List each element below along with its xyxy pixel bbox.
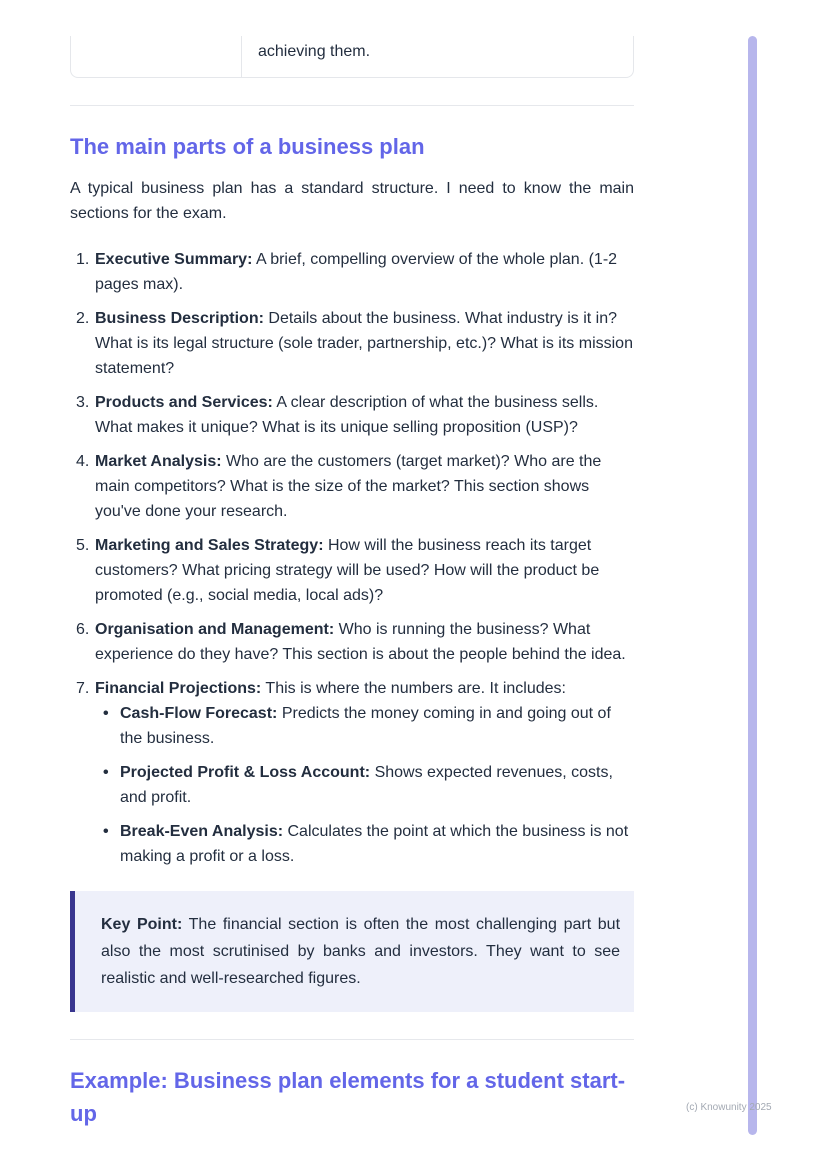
item-number: 1. [76, 251, 90, 268]
callout-text: The financial section is often the most challenging part but also the most scrutinised by banks and investors. They want to see realistic and well-researched figures. [101, 916, 621, 987]
item-text: A brief, compelling overview of the whole plan. (1-2 pages max). [95, 251, 618, 293]
sub-item-cash-flow [95, 701, 634, 751]
item-number: 4. [76, 453, 90, 470]
list-item-organisation-management [70, 617, 634, 667]
item-text: How will the business reach its target customers? What pricing strategy will be used? How will the product be promoted (e.g., social media, local ads)? [95, 537, 600, 604]
key-point-callout [70, 891, 634, 1012]
list-item-products-services [70, 390, 634, 440]
item-text: Details about the business. What industry is it in? What is its legal structure (sole trader, partnership, etc.)? What is its mission statement? [95, 310, 633, 377]
list-item-marketing-sales [70, 533, 634, 608]
sub-item-label: Projected Profit & Loss Account: [120, 764, 371, 781]
sub-item-label: Cash-Flow Forecast: [120, 705, 278, 722]
item-label: Executive Summary: [95, 251, 253, 268]
item-number: 6. [76, 621, 90, 638]
item-number: 2. [76, 310, 90, 327]
table-fragment [70, 36, 634, 78]
page-edge-stripe [748, 36, 757, 1135]
callout-label: Key Point: [101, 916, 183, 933]
table-cell-text: achieving them. [258, 43, 371, 60]
sub-item-text: Calculates the point at which the business is not making a profit or a loss. [120, 823, 629, 865]
list-item-business-description [70, 306, 634, 381]
item-number: 7. [76, 680, 90, 697]
item-number: 3. [76, 394, 90, 411]
sub-item-break-even [95, 819, 634, 869]
item-label: Business Description: [95, 310, 264, 327]
intro-paragraph: A typical business plan has a standard structure. I need to know the main sections for the exam. [70, 180, 634, 222]
item-text: A clear description of what the business sells. What makes it unique? What is its unique selling proposition (USP)? [95, 394, 599, 436]
list-item-executive-summary [70, 247, 634, 297]
sub-item-label: Break-Even Analysis: [120, 823, 284, 840]
copyright-footer: (c) Knowunity 2025 [686, 1102, 772, 1113]
financial-sublist [95, 701, 634, 869]
section-divider [70, 1039, 634, 1040]
item-text: Who is running the business? What experience do they have? This section is about the people behind the idea. [95, 621, 626, 663]
item-label: Market Analysis: [95, 453, 222, 470]
item-label: Organisation and Management: [95, 621, 335, 638]
list-item-financial-projections [70, 676, 634, 869]
sub-item-text: Shows expected revenues, costs, and profit. [120, 764, 613, 806]
item-text: This is where the numbers are. It includes: [265, 680, 566, 697]
list-item-market-analysis [70, 449, 634, 524]
item-label: Marketing and Sales Strategy: [95, 537, 324, 554]
sub-item-profit-loss [95, 760, 634, 810]
item-label: Products and Services: [95, 394, 273, 411]
document-content [70, 0, 634, 1130]
item-text: Who are the customers (target market)? Who are the main competitors? What is the size of the market? This section shows you've done your research. [95, 453, 602, 520]
section-divider [70, 105, 634, 106]
item-label: Financial Projections: [95, 680, 262, 697]
table-column-border [241, 36, 242, 77]
section-heading-example: Example: Business plan elements for a student start-up [70, 1068, 626, 1126]
section-heading-main: The main parts of a business plan [70, 134, 425, 159]
item-number: 5. [76, 537, 90, 554]
sub-item-text: Predicts the money coming in and going out of the business. [120, 705, 611, 747]
business-plan-list [70, 247, 634, 869]
